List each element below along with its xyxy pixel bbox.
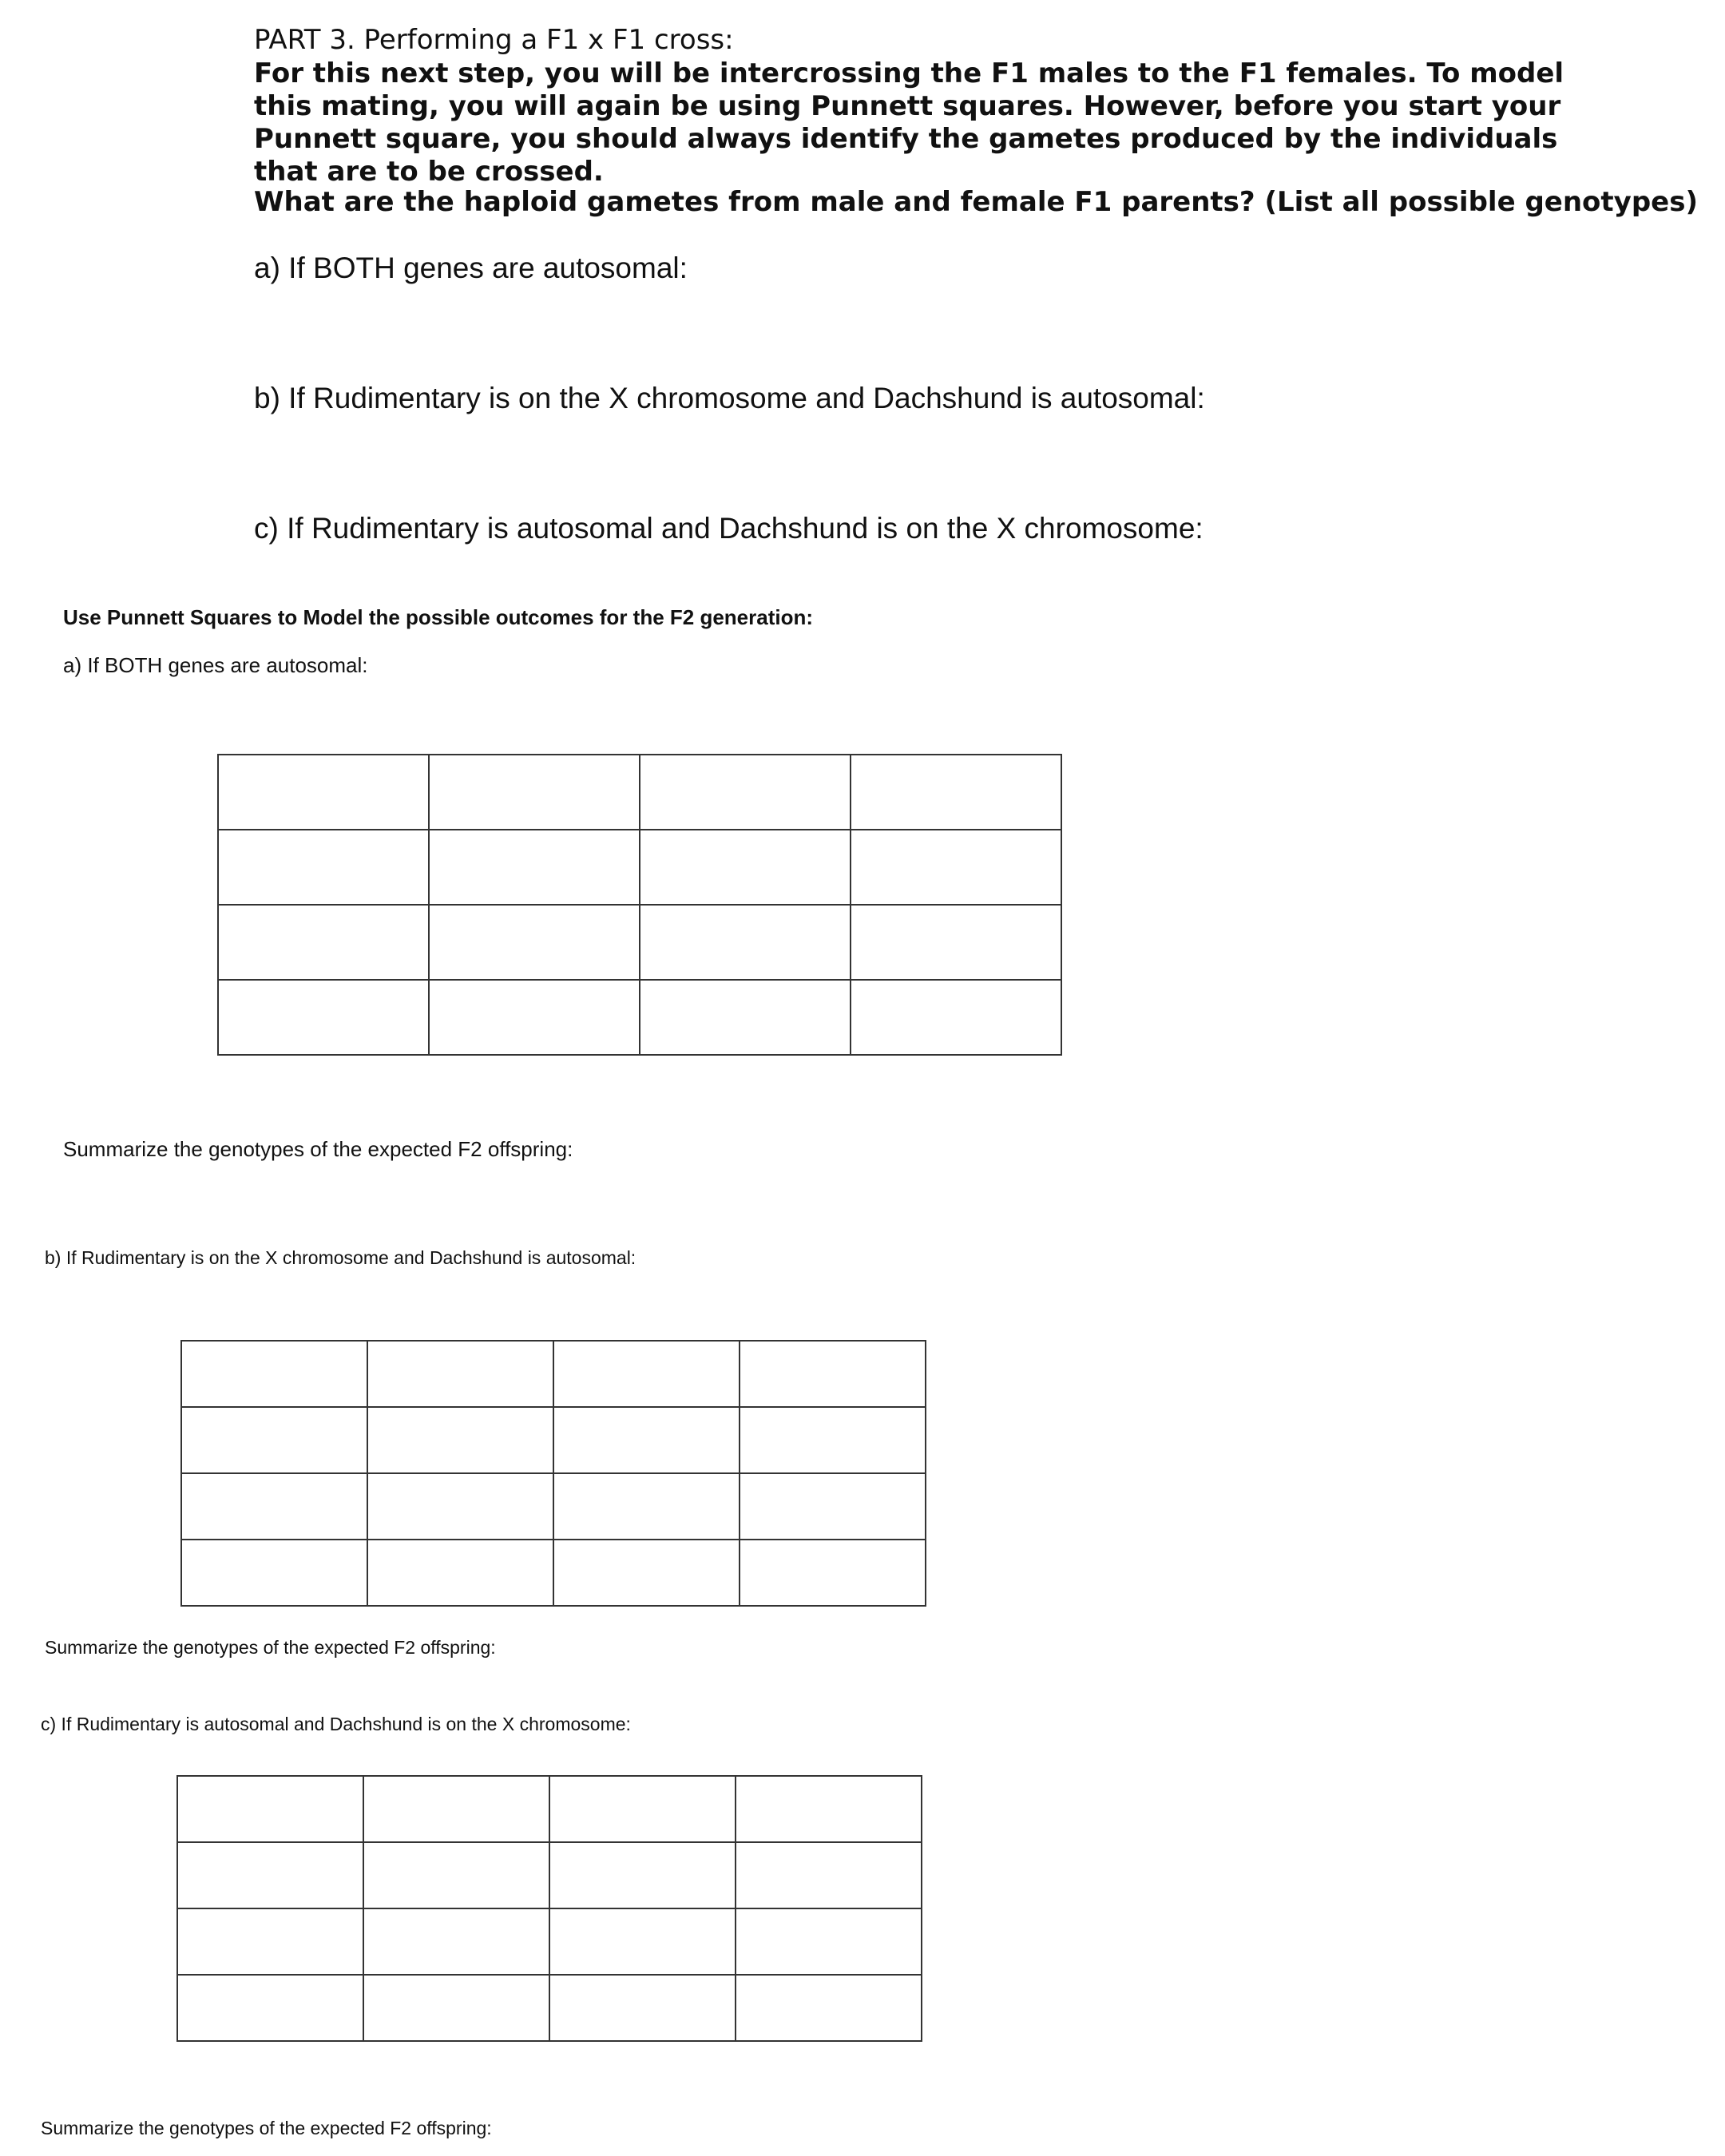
table-row bbox=[218, 755, 1061, 830]
table-row bbox=[181, 1407, 926, 1473]
punnett-cell[interactable] bbox=[851, 980, 1061, 1055]
gamete-question: What are the haploid gametes from male and female F1 parents? (List all possible genotypes) bbox=[254, 186, 1699, 218]
punnett-cell[interactable] bbox=[736, 1975, 922, 2041]
table-row bbox=[218, 905, 1061, 980]
punnett-cell[interactable] bbox=[367, 1473, 553, 1540]
gamete-question-b: b) If Rudimentary is on the X chromosome and Dachshund is autosomal: bbox=[254, 382, 1205, 414]
punnett-cell[interactable] bbox=[363, 1975, 549, 2041]
punnett-cell[interactable] bbox=[363, 1842, 549, 1908]
punnett-cell[interactable] bbox=[549, 1975, 736, 2041]
punnett-cell[interactable] bbox=[363, 1908, 549, 1975]
punnett-cell[interactable] bbox=[851, 830, 1061, 905]
punnett-cell[interactable] bbox=[429, 905, 640, 980]
punnett-cell[interactable] bbox=[736, 1776, 922, 1842]
punnett-label-a: a) If BOTH genes are autosomal: bbox=[63, 653, 368, 677]
punnett-cell[interactable] bbox=[367, 1540, 553, 1606]
gamete-question-a: a) If BOTH genes are autosomal: bbox=[254, 252, 688, 284]
punnett-cell[interactable] bbox=[549, 1908, 736, 1975]
instructions-paragraph: For this next step, you will be intercrossing the F1 males to the F1 females. To model this mating, you will again be using Punnett squares. However, before you start your Punnett square, you should always identify the gametes produced by the individuals that are to be crossed. bbox=[254, 57, 1564, 188]
punnett-cell[interactable] bbox=[549, 1776, 736, 1842]
punnett-cell[interactable] bbox=[740, 1540, 926, 1606]
table-row bbox=[181, 1540, 926, 1606]
punnett-cell[interactable] bbox=[367, 1341, 553, 1407]
punnett-cell[interactable] bbox=[640, 830, 851, 905]
punnett-cell[interactable] bbox=[553, 1540, 740, 1606]
table-row bbox=[177, 1842, 922, 1908]
punnett-cell[interactable] bbox=[177, 1908, 363, 1975]
part-title: PART 3. Performing a F1 x F1 cross: bbox=[254, 24, 734, 56]
punnett-cell[interactable] bbox=[851, 755, 1061, 830]
punnett-cell[interactable] bbox=[851, 905, 1061, 980]
table-row bbox=[218, 830, 1061, 905]
summary-prompt-c: Summarize the genotypes of the expected F2 offspring: bbox=[41, 2118, 492, 2138]
summary-prompt-a: Summarize the genotypes of the expected F2 offspring: bbox=[63, 1137, 573, 1161]
punnett-cell[interactable] bbox=[429, 830, 640, 905]
punnett-cell[interactable] bbox=[218, 755, 429, 830]
table-row bbox=[177, 1975, 922, 2041]
table-row bbox=[181, 1341, 926, 1407]
punnett-cell[interactable] bbox=[740, 1473, 926, 1540]
table-row bbox=[218, 980, 1061, 1055]
punnett-cell[interactable] bbox=[218, 905, 429, 980]
punnett-cell[interactable] bbox=[553, 1407, 740, 1473]
punnett-cell[interactable] bbox=[181, 1341, 367, 1407]
punnett-cell[interactable] bbox=[553, 1341, 740, 1407]
punnett-label-b: b) If Rudimentary is on the X chromosome and Dachshund is autosomal: bbox=[45, 1247, 636, 1268]
punnett-square-c bbox=[176, 1775, 922, 2042]
punnett-cell[interactable] bbox=[549, 1842, 736, 1908]
punnett-cell[interactable] bbox=[177, 1776, 363, 1842]
summary-prompt-b: Summarize the genotypes of the expected F2 offspring: bbox=[45, 1637, 496, 1658]
punnett-cell[interactable] bbox=[740, 1341, 926, 1407]
punnett-cell[interactable] bbox=[429, 755, 640, 830]
punnett-square-a bbox=[217, 754, 1062, 1056]
punnett-cell[interactable] bbox=[640, 980, 851, 1055]
punnett-cell[interactable] bbox=[367, 1407, 553, 1473]
punnett-label-c: c) If Rudimentary is autosomal and Dachshund is on the X chromosome: bbox=[41, 1714, 631, 1734]
punnett-heading: Use Punnett Squares to Model the possible outcomes for the F2 generation: bbox=[63, 605, 814, 629]
punnett-square-b bbox=[180, 1340, 926, 1607]
punnett-cell[interactable] bbox=[181, 1540, 367, 1606]
punnett-cell[interactable] bbox=[640, 755, 851, 830]
punnett-cell[interactable] bbox=[218, 830, 429, 905]
punnett-cell[interactable] bbox=[736, 1908, 922, 1975]
punnett-cell[interactable] bbox=[640, 905, 851, 980]
table-row bbox=[177, 1908, 922, 1975]
punnett-cell[interactable] bbox=[177, 1975, 363, 2041]
punnett-cell[interactable] bbox=[429, 980, 640, 1055]
punnett-cell[interactable] bbox=[553, 1473, 740, 1540]
punnett-cell[interactable] bbox=[218, 980, 429, 1055]
punnett-cell[interactable] bbox=[363, 1776, 549, 1842]
gamete-question-c: c) If Rudimentary is autosomal and Dachshund is on the X chromosome: bbox=[254, 512, 1204, 545]
punnett-cell[interactable] bbox=[736, 1842, 922, 1908]
punnett-cell[interactable] bbox=[177, 1842, 363, 1908]
punnett-cell[interactable] bbox=[740, 1407, 926, 1473]
punnett-cell[interactable] bbox=[181, 1407, 367, 1473]
table-row bbox=[177, 1776, 922, 1842]
punnett-cell[interactable] bbox=[181, 1473, 367, 1540]
table-row bbox=[181, 1473, 926, 1540]
